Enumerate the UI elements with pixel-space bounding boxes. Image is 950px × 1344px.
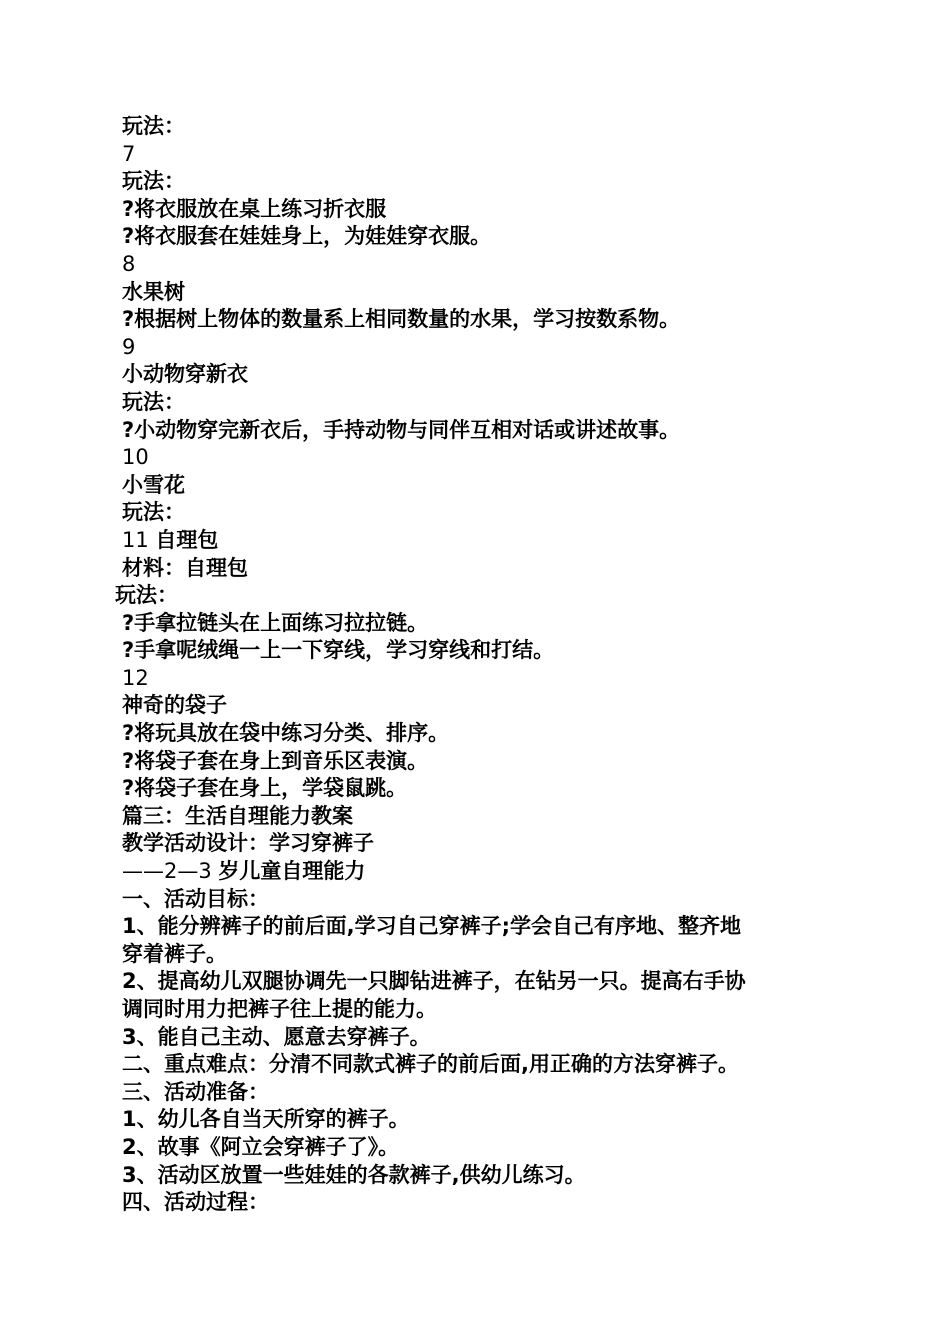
line-text: 小动物穿新衣 xyxy=(122,362,248,387)
text-line xyxy=(122,417,950,445)
text-line xyxy=(122,692,950,720)
text-line xyxy=(122,858,950,886)
text-line xyxy=(122,720,950,748)
line-text: 三、活动准备： xyxy=(122,1079,269,1104)
text-line xyxy=(122,472,950,500)
text-line xyxy=(122,444,950,472)
text-line xyxy=(122,996,950,1024)
line-text: 岁儿童自理能力 xyxy=(218,859,366,884)
text-line xyxy=(122,886,950,914)
line-text: 2、故事《阿立会穿裤子了》。 xyxy=(122,1134,400,1159)
line-text: ?将衣服放在桌上练习折衣服 xyxy=(122,196,387,221)
text-line xyxy=(122,610,950,638)
line-text: 3、能自己主动、愿意去穿裤子。 xyxy=(122,1024,431,1049)
line-text: 1、能分辨裤子的前后面,学习自己穿裤子;学会自己有序地、整齐地 xyxy=(122,914,741,939)
text-line xyxy=(122,499,950,527)
line-text: 四、活动过程： xyxy=(122,1190,269,1215)
text-line xyxy=(122,334,950,362)
line-text: 玩法： xyxy=(122,500,185,525)
line-text: 神奇的袋子 xyxy=(122,693,227,718)
line-text: ?根据树上物体的数量系上相同数量的水果，学习按数系物。 xyxy=(122,307,681,332)
text-line xyxy=(122,1079,950,1107)
line-text: 调同时用力把裤子往上提的能力。 xyxy=(122,997,437,1021)
text-line xyxy=(122,361,950,389)
text-line xyxy=(122,748,950,776)
text-line xyxy=(122,168,950,196)
text-line xyxy=(122,389,950,417)
text-line xyxy=(122,1189,950,1217)
text-line xyxy=(122,913,950,941)
text-line xyxy=(122,1134,950,1162)
line-text: 材料：自理包 xyxy=(122,555,248,580)
line-text: 12 xyxy=(122,665,149,690)
line-text: 一、活动目标： xyxy=(122,886,269,911)
text-line xyxy=(115,582,950,610)
text-line xyxy=(122,555,950,583)
line-text: 2、提高幼儿双腿协调先一只脚钻进裤子，在钻另一只。提高右手协 xyxy=(122,969,746,994)
line-text: 小雪花 xyxy=(122,472,185,497)
line-text: 8 xyxy=(122,251,136,276)
text-line xyxy=(122,1106,950,1134)
text-line xyxy=(122,113,950,141)
line-text: 9 xyxy=(122,334,136,359)
line-text: ?手拿拉链头在上面练习拉拉链。 xyxy=(122,610,429,635)
line-text: ?将衣服套在娃娃身上，为娃娃穿衣服。 xyxy=(122,224,492,249)
line-text: ?将玩具放在袋中练习分类、排序。 xyxy=(122,721,450,746)
line-text: ?将袋子套在身上，学袋鼠跳。 xyxy=(122,776,408,801)
text-line xyxy=(122,637,950,665)
line-text: 玩法： xyxy=(115,583,178,608)
text-line xyxy=(122,141,950,169)
line-text: 7 xyxy=(122,141,136,166)
text-line xyxy=(122,803,950,831)
text-line xyxy=(122,527,950,555)
text-line xyxy=(122,1024,950,1052)
document-body xyxy=(0,113,950,1217)
line-text: 玩法： xyxy=(122,389,185,414)
line-text: ?手拿呢绒绳一上一下穿线，学习穿线和打结。 xyxy=(122,638,555,663)
line-prefix: ——2—3 xyxy=(122,859,219,884)
line-text: 水果树 xyxy=(122,279,185,304)
text-line xyxy=(122,941,950,969)
line-prefix: 11 xyxy=(122,527,156,552)
line-text: 3、活动区放置一些娃娃的各款裤子,供幼儿练习。 xyxy=(122,1162,586,1187)
line-text: 玩法： xyxy=(122,169,185,194)
text-line xyxy=(122,306,950,334)
line-text: 10 xyxy=(122,445,149,470)
line-text: ?将袋子套在身上到音乐区表演。 xyxy=(122,748,429,773)
line-text: 玩法： xyxy=(122,114,185,138)
text-line xyxy=(122,830,950,858)
line-text: 教学活动设计：学习穿裤子 xyxy=(122,831,374,856)
text-line xyxy=(122,196,950,224)
text-line xyxy=(122,223,950,251)
text-line xyxy=(122,775,950,803)
line-text: ?小动物穿完新衣后，手持动物与同伴互相对话或讲述故事。 xyxy=(122,417,681,442)
text-line xyxy=(122,279,950,307)
text-line xyxy=(122,968,950,996)
line-text: 二、重点难点：分清不同款式裤子的前后面,用正确的方法穿裤子。 xyxy=(122,1052,739,1077)
line-text: 自理包 xyxy=(155,527,219,552)
line-text: 篇三：生活自理能力教案 xyxy=(122,803,353,828)
text-line xyxy=(122,1162,950,1190)
line-text: 1、幼儿各自当天所穿的裤子。 xyxy=(122,1107,410,1132)
text-line xyxy=(122,1051,950,1079)
text-line xyxy=(122,665,950,693)
line-text: 穿着裤子。 xyxy=(122,941,227,966)
text-line xyxy=(122,251,950,279)
